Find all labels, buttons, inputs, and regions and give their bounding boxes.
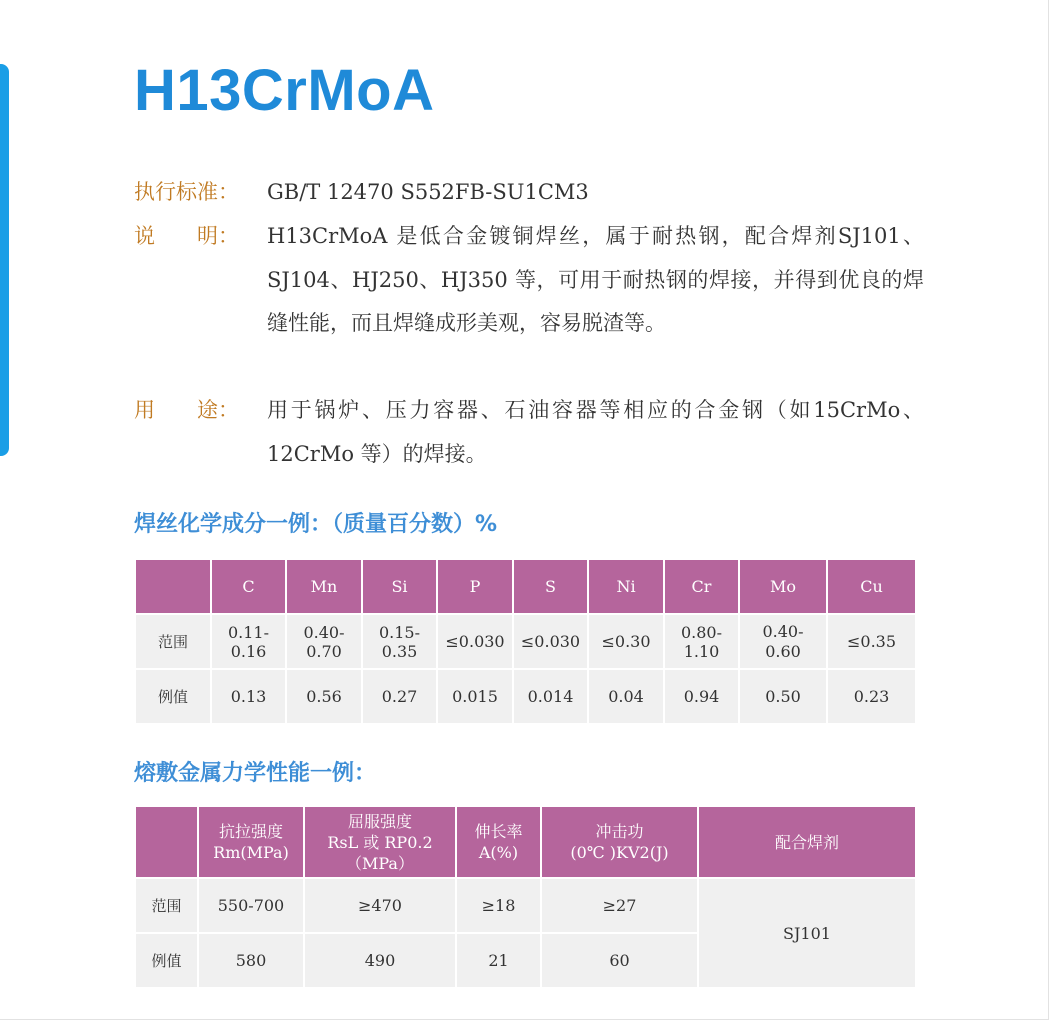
table-cell: 0.40-0.70 [286, 614, 362, 669]
header-line: 屈服强度 [347, 811, 412, 831]
chem-header-cell: C [211, 559, 286, 614]
header-line: 抗拉强度 [218, 822, 283, 841]
chem-header-cell: Si [362, 559, 437, 614]
header-line: 伸长率 [474, 822, 523, 841]
usage-text: 用于锅炉、压力容器、石油容器等相应的合金钢（如15CrMo、12CrMo 等）的焊接。 [267, 398, 924, 466]
description-text: H13CrMoA 是低合金镀铜焊丝，属于耐热钢，配合焊剂SJ101、SJ104、HJ250、HJ350 等，可用于耐热钢的焊接，并得到优良的焊缝性能，而且焊缝成形美观，容易脱渣等。 [267, 224, 924, 335]
usage-row [134, 389, 924, 477]
table-cell: 550-700 [198, 878, 304, 933]
table-cell: 0.11-0.16 [211, 614, 286, 669]
table-cell: 0.04 [588, 669, 664, 724]
standard-label: 执行标准： [134, 180, 239, 204]
mech-header-cell [456, 806, 541, 878]
header-line: Rm(MPa) [213, 843, 289, 862]
table-cell: 0.15-0.35 [362, 614, 437, 669]
table-cell: 580 [198, 933, 304, 988]
table-cell: 0.13 [211, 669, 286, 724]
description-label: 说 明： [134, 224, 239, 248]
row-label: 范围 [135, 614, 211, 669]
side-accent-bar [0, 64, 9, 456]
header-line: RsL 或 RP0.2（MPa） [327, 832, 433, 873]
mech-header-cell [304, 806, 456, 878]
row-label: 范围 [135, 878, 198, 933]
chem-header-cell: S [513, 559, 588, 614]
table-cell: 0.014 [513, 669, 588, 724]
table-cell: 21 [456, 933, 541, 988]
mech-properties-table [134, 805, 917, 989]
chem-section-title: 焊丝化学成分一例：（质量百分数）% [134, 512, 498, 537]
table-cell: ≥18 [456, 878, 541, 933]
mech-header-row [135, 806, 916, 878]
mech-section-title: 熔敷金属力学性能一例： [134, 761, 377, 786]
chem-header-cell [135, 559, 211, 614]
header-line: 冲击功 [595, 822, 644, 841]
table-cell: ≥27 [541, 878, 698, 933]
mech-header-cell [198, 806, 304, 878]
table-row [135, 614, 916, 669]
mech-header-cell [698, 806, 916, 878]
header-line: (0℃ )KV2(J) [570, 843, 669, 862]
mech-header-cell [541, 806, 698, 878]
standard-text: GB/T 12470 S552FB-SU1CM3 [267, 180, 589, 204]
table-cell: 0.94 [664, 669, 739, 724]
table-cell: 0.015 [437, 669, 513, 724]
table-row [135, 878, 916, 933]
chem-header-row [135, 559, 916, 614]
chem-composition-table [134, 558, 917, 725]
row-label: 例值 [135, 933, 198, 988]
flux-cell: SJ101 [698, 878, 916, 988]
header-line: A(%) [478, 843, 519, 862]
chem-header-cell: Mo [739, 559, 827, 614]
chem-header-cell: P [437, 559, 513, 614]
table-cell: 0.40-0.60 [739, 614, 827, 669]
product-title: H13CrMoA [134, 58, 435, 123]
table-cell: 60 [541, 933, 698, 988]
table-cell: 0.50 [739, 669, 827, 724]
table-cell: ≤0.030 [513, 614, 588, 669]
standard-row [134, 171, 924, 215]
table-cell: 0.80-1.10 [664, 614, 739, 669]
chem-header-cell: Cr [664, 559, 739, 614]
table-cell: ≤0.030 [437, 614, 513, 669]
table-row [135, 669, 916, 724]
table-cell: ≥470 [304, 878, 456, 933]
description-row [134, 215, 924, 390]
header-line: 配合焊剂 [774, 832, 839, 852]
table-cell: 0.27 [362, 669, 437, 724]
table-cell: 490 [304, 933, 456, 988]
chem-header-cell: Ni [588, 559, 664, 614]
chem-header-cell: Mn [286, 559, 362, 614]
table-cell: ≤0.30 [588, 614, 664, 669]
table-cell: 0.56 [286, 669, 362, 724]
usage-label: 用 途： [134, 398, 239, 422]
table-cell: ≤0.35 [827, 614, 916, 669]
table-cell: 0.23 [827, 669, 916, 724]
mech-header-cell [135, 806, 198, 878]
chem-header-cell: Cu [827, 559, 916, 614]
row-label: 例值 [135, 669, 211, 724]
